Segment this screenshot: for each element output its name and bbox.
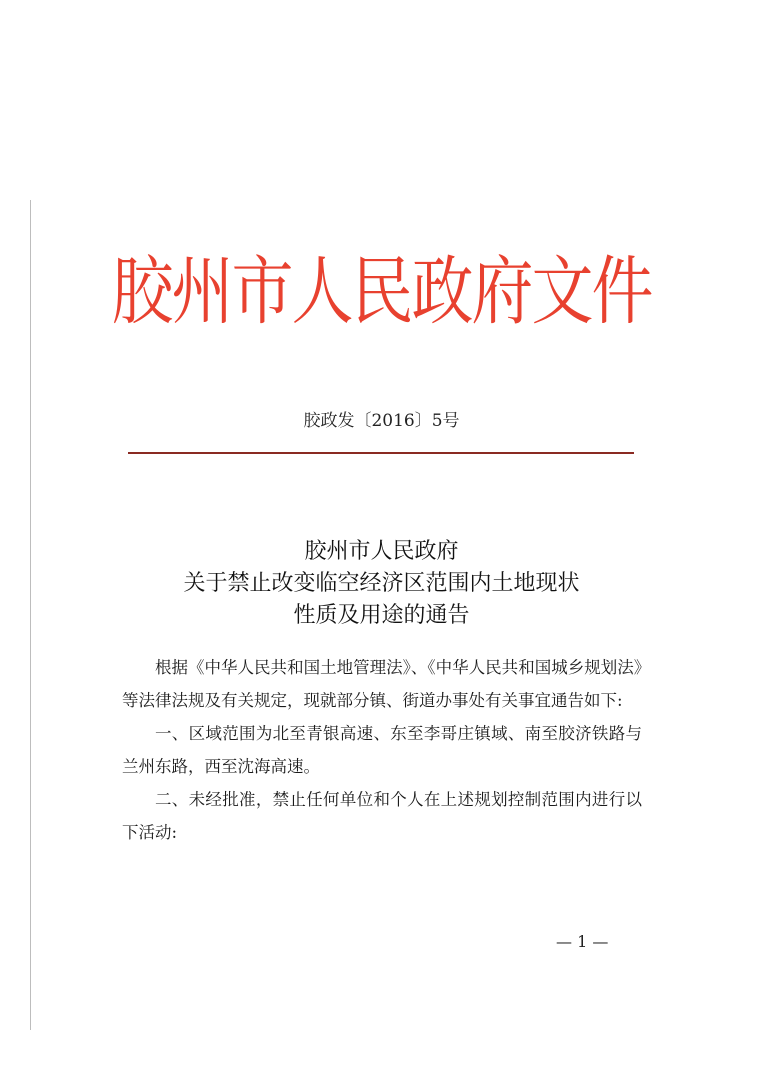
document-number: 胶政发〔2016〕5号 [303,411,460,431]
paragraph-item-1: 一、区域范围为北至青银高速、东至李哥庄镇域、南至胶济铁路与兰州东路，西至沈海高速。 [122,724,642,776]
separator-rule [128,452,634,454]
notice-title [0,536,763,632]
notice-title-line-1: 胶州市人民政府 [304,539,459,564]
masthead-title: 胶州市人民政府文件 [111,247,652,336]
paragraph-intro: 根据《中华人民共和国土地管理法》、《中华人民共和国城乡规划法》等法律法规及有关规定，现就部分镇、街道办事处有关事宜通告如下: [122,658,642,710]
body-text [122,651,642,849]
notice-title-line-3: 性质及用途的通告 [293,603,470,628]
paragraph-item-2: 二、未经批准，禁止任何单位和个人在上述规划控制范围内进行以下活动: [122,790,642,842]
notice-title-line-2: 关于禁止改变临空经济区范围内土地现状 [183,571,580,596]
page-number: — 1 — [556,932,609,951]
